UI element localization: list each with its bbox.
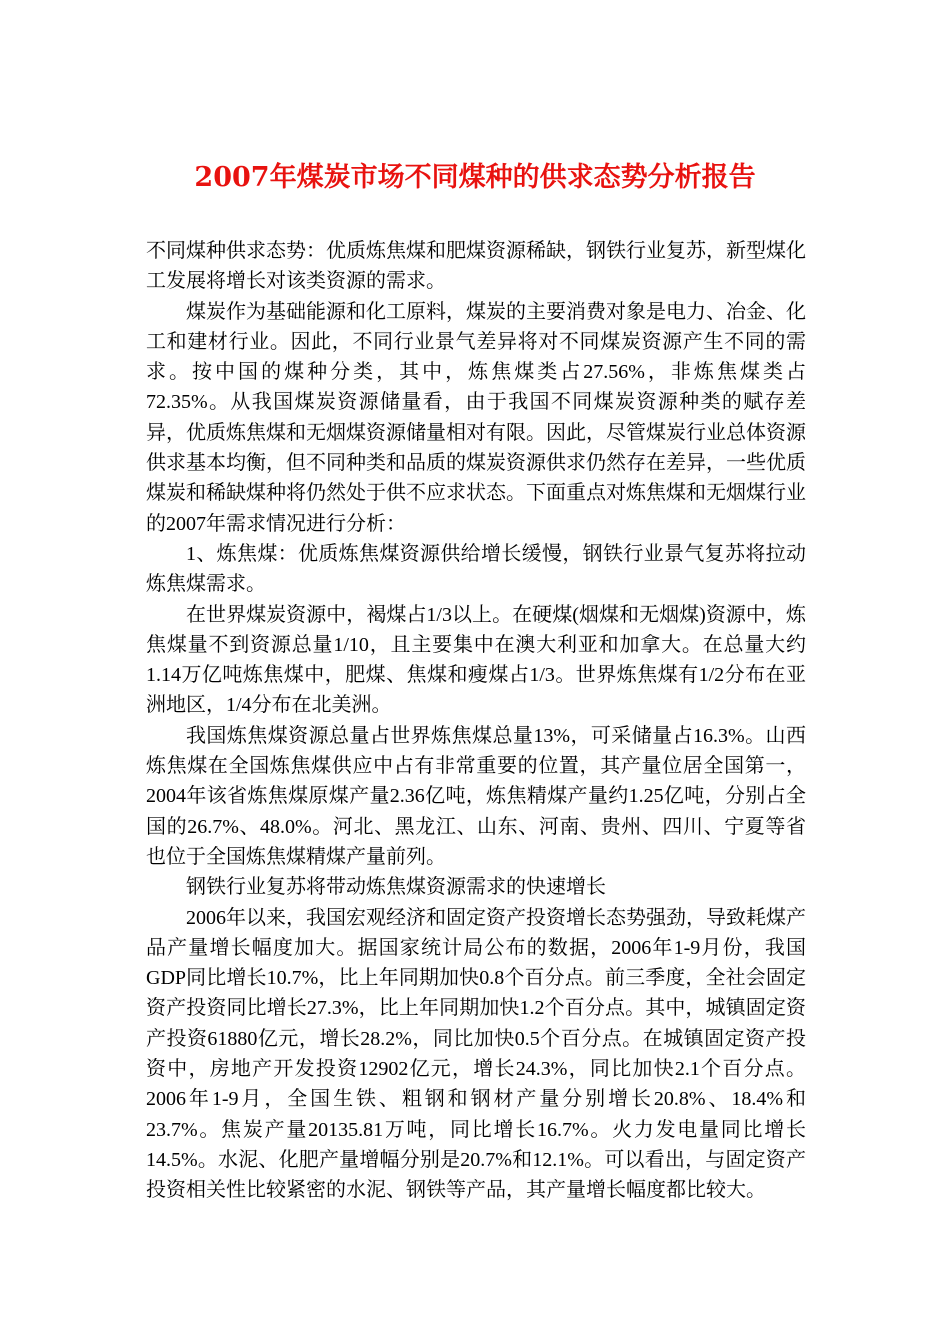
document-title: 2007年煤炭市场不同煤种的供求态势分析报告 (194, 162, 756, 193)
document-body (146, 236, 806, 1206)
paragraph-coking-coal-heading: 1、炼焦煤：优质炼焦煤资源供给增长缓慢，钢铁行业景气复苏将拉动炼焦煤需求。 (146, 542, 806, 596)
paragraph-steel-subheading: 钢铁行业复苏将带动炼焦煤资源需求的快速增长 (186, 876, 606, 899)
paragraph-summary: 不同煤种供求态势：优质炼焦煤和肥煤资源稀缺，钢铁行业复苏，新型煤化工发展将增长对该类资源的需求。 (146, 240, 806, 293)
paragraph-world-resources: 在世界煤炭资源中，褐煤占1/3以上。在硬煤(烟煤和无烟煤)资源中，炼焦煤量不到资源总量1/10，且主要集中在澳大利亚和加拿大。在总量大约1.14万亿吨炼焦煤中，肥煤、焦煤和瘦煤占1/3。世界炼焦煤有1/2分布在亚洲地区，1/4分布在北美洲。 (146, 603, 806, 717)
paragraph-macro-economy: 2006年以来，我国宏观经济和固定资产投资增长态势强劲，导致耗煤产品产量增长幅度加大。据国家统计局公布的数据，2006年1-9月份，我国GDP同比增长10.7%，比上年同期加快0.8个百分点。前三季度，全社会固定资产投资同比增长27.3%，比上年同期加快1.2个百分点。其中，城镇固定资产投资61880亿元，增长28.2%，同比加快0.5个百分点。在城镇固定资产投资中，房地产开发投资12902亿元，增长24.3%，同比加快2.1个百分点。2006年1-9月，全国生铁、粗钢和钢材产量分别增长20.8%、18.4%和23.7%。焦炭产量20135.81万吨，同比增长16.7%。火力发电量同比增长14.5%。水泥、化肥产量增幅分别是20.7%和12.1%。可以看出，与固定资产投资相关性比较紧密的水泥、钢铁等产品，其产量增长幅度都比较大。 (146, 906, 806, 1202)
paragraph-china-resources: 我国炼焦煤资源总量占世界炼焦煤总量13%，可采储量占16.3%。山西炼焦煤在全国炼焦煤供应中占有非常重要的位置，其产量位居全国第一，2004年该省炼焦煤原煤产量2.36亿吨，炼焦精煤产量约1.25亿吨，分别占全国的26.7%、48.0%。河北、黑龙江、山东、河南、贵州、四川、宁夏等省也位于全国炼焦煤精煤产量前列。 (146, 724, 806, 868)
paragraph-intro: 煤炭作为基础能源和化工原料，煤炭的主要消费对象是电力、冶金、化工和建材行业。因此，不同行业景气差异将对不同煤炭资源产生不同的需求。按中国的煤种分类，其中，炼焦煤类占27.56%，非炼焦煤类占72.35%。从我国煤炭资源储量看，由于我国不同煤炭资源种类的赋存差异，优质炼焦煤和无烟煤资源储量相对有限。因此，尽管煤炭行业总体资源供求基本均衡，但不同种类和品质的煤炭资源供求仍然存在差异，一些优质煤炭和稀缺煤种将仍然处于供不应求状态。下面重点对炼焦煤和无烟煤行业的2007年需求情况进行分析： (146, 300, 806, 535)
